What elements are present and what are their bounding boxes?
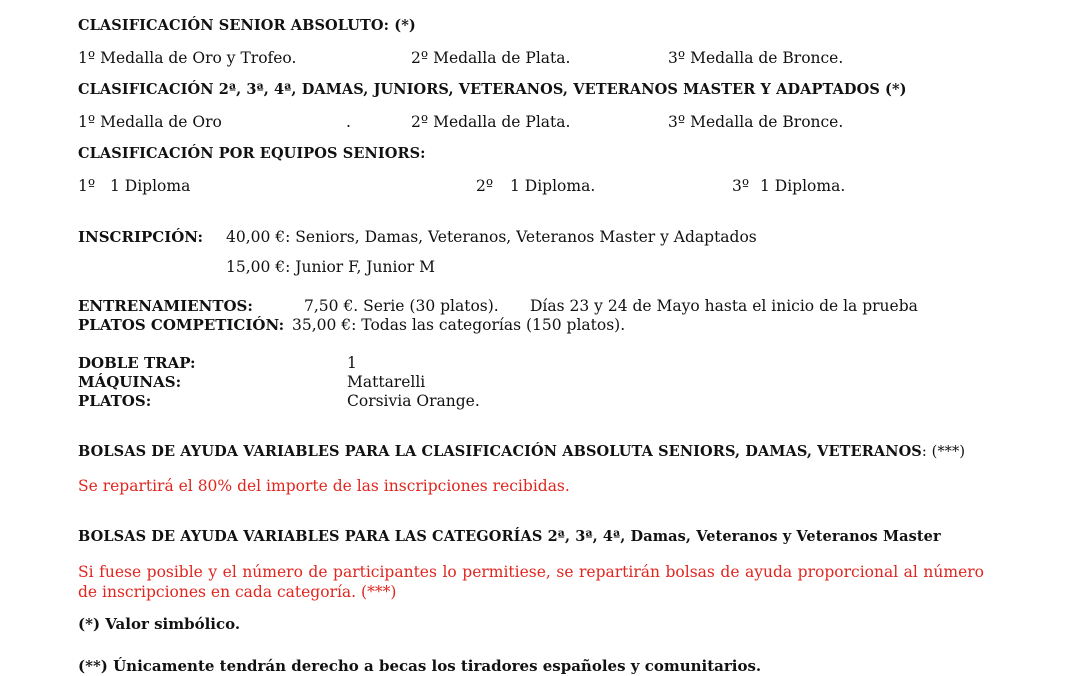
team-award-3-prize: 1 Diploma.	[760, 177, 846, 195]
competition-plates-label: PLATOS COMPETICIÓN:	[78, 316, 285, 334]
bolsas-categorias-note: Si fuese posible y el número de participantes lo permitiese, se repartirán bolsas de ayuda proporcional al número de inscripciones en cada categoría. (***)	[78, 563, 984, 601]
training-price: 7,50 €. Serie (30 platos).	[304, 297, 499, 315]
team-award-3-pos: 3º	[732, 177, 750, 195]
platos-value: Corsivia Orange.	[347, 392, 480, 410]
footnote-valor-simbolico: (*) Valor simbólico.	[78, 615, 241, 633]
heading-categories: CLASIFICACIÓN 2ª, 3ª, 4ª, DAMAS, JUNIORS, VETERANOS, VETERANOS MASTER Y ADAPTADOS (*)	[78, 81, 907, 98]
bolsas-categorias-heading: BOLSAS DE AYUDA VARIABLES PARA LAS CATEGORÍAS 2ª, 3ª, 4ª, Damas, Veteranos y Veteranos Master	[78, 528, 941, 545]
senior-award-3: 3º Medalla de Bronce.	[668, 49, 844, 67]
inscription-label: INSCRIPCIÓN:	[78, 228, 203, 246]
team-award-1-prize: 1 Diploma	[110, 177, 191, 195]
team-award-1-pos: 1º	[78, 177, 96, 195]
team-award-2-prize: 1 Diploma.	[510, 177, 596, 195]
heading-senior-absoluto: CLASIFICACIÓN SENIOR ABSOLUTO: (*)	[78, 17, 416, 34]
category-award-2: 2º Medalla de Plata.	[411, 113, 571, 131]
category-award-dot: .	[346, 113, 351, 131]
category-award-1: 1º Medalla de Oro	[78, 113, 222, 131]
footnote-becas: (**) Únicamente tendrán derecho a becas los tiradores españoles y comunitarios.	[78, 657, 762, 675]
bolsas-absoluta-heading-text: BOLSAS DE AYUDA VARIABLES PARA LA CLASIFICACIÓN ABSOLUTA SENIORS, DAMAS, VETERANOS	[78, 443, 922, 460]
doble-trap-label: DOBLE TRAP:	[78, 354, 196, 372]
senior-award-1: 1º Medalla de Oro y Trofeo.	[78, 49, 297, 67]
maquinas-label: MÁQUINAS:	[78, 373, 182, 391]
competition-plates-value: 35,00 €: Todas las categorías (150 platos).	[292, 316, 626, 334]
inscription-line-2: 15,00 €: Junior F, Junior M	[226, 258, 435, 276]
bolsas-absoluta-note: Se repartirá el 80% del importe de las inscripciones recibidas.	[78, 477, 570, 495]
bolsas-absoluta-suffix: : (***)	[921, 444, 966, 460]
team-award-2-pos: 2º	[476, 177, 494, 195]
training-label: ENTRENAMIENTOS:	[78, 297, 253, 315]
inscription-line-1: 40,00 €: Seniors, Damas, Veteranos, Veteranos Master y Adaptados	[226, 228, 757, 246]
doble-trap-value: 1	[347, 354, 357, 372]
bolsas-absoluta-heading	[78, 442, 965, 462]
category-award-3: 3º Medalla de Bronce.	[668, 113, 844, 131]
training-days: Días 23 y 24 de Mayo hasta el inicio de la prueba	[530, 297, 918, 315]
platos-label: PLATOS:	[78, 392, 152, 410]
senior-award-2: 2º Medalla de Plata.	[411, 49, 571, 67]
heading-teams: CLASIFICACIÓN POR EQUIPOS SENIORS:	[78, 145, 426, 162]
maquinas-value: Mattarelli	[347, 373, 426, 391]
